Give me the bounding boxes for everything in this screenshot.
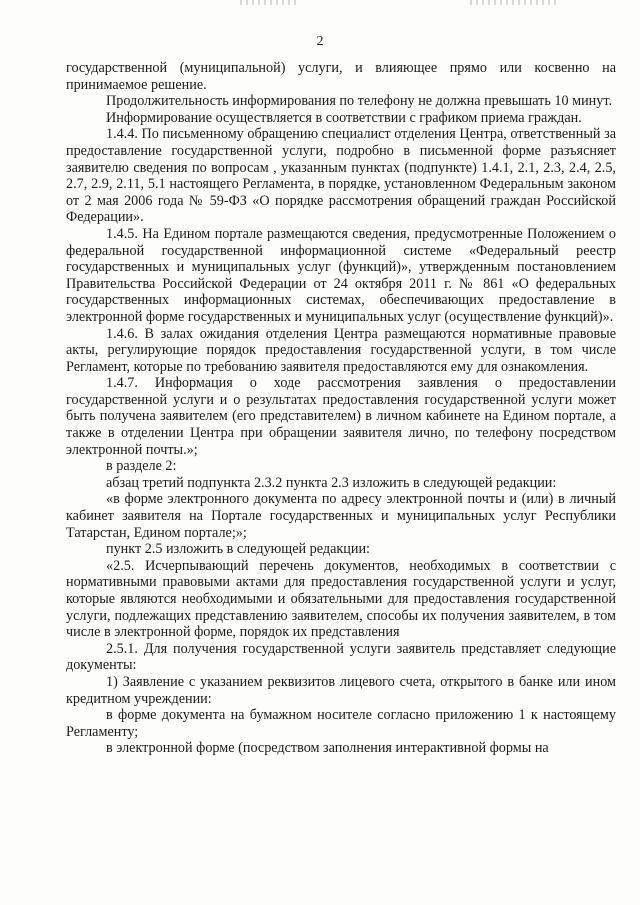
paragraph: 1.4.6. В залах ожидания отделения Центра размещаются нормативные правовые акты, регулирующие порядок предоставления государственной услуги, в том числе Регламент, которые по требованию заявителя предоставляются ему для ознакомления. (66, 325, 616, 375)
paragraph: государственной (муниципальной) услуги, и влияющее прямо или косвенно на принимаемое решение. (66, 60, 616, 93)
page-number: 2 (316, 34, 324, 49)
paragraph: 1.4.7. Информация о ходе рассмотрения заявления о предоставлении государственной услуги и о результатах предоставления государственной услуги может быть получена заявителем (его представителем) в личном кабинете на Едином портале, а также в отделении Центра при обращении заявителя лично, по телефону посредством электронной почты.»; (66, 375, 616, 458)
paragraph: в разделе 2: (106, 458, 177, 475)
paragraph: «2.5. Исчерпывающий перечень документов, необходимых в соответствии с нормативными правовыми актами для предоставления государственной услуги и услуг, которые являются необходимыми и обязательными для предоставления государственной услуги, подлежащих представлению заявителем, способы их получения заявителем, в том числе в электронной форме, порядок их представления (66, 557, 616, 641)
paragraph: 1.4.5. На Едином портале размещаются сведения, предусмотренные Положением о федеральной государственной информационной системе «Федеральный реестр государственных и муниципальных услуг (функций)», утвержденным постановлением Правительства Российской Федерации от 24 октября 2011 г. № 861 «О федеральных государственных информационных системах, обеспечивающих предоставление в электронной форме государственных и муниципальных услуг (осуществление функций)». (66, 225, 616, 325)
paragraph: Информирование осуществляется в соответствии с графиком приема граждан. (106, 109, 582, 126)
paragraph: Продолжительность информирования по телефону не должна превышать 10 минут. (106, 93, 613, 110)
paragraph: 1.4.4. По письменному обращению специалист отделения Центра, ответственный за предоставление государственной услуги, подробно в письменной форме разъясняет заявителю сведения по вопросам , указанным пунктах (подпункте) 1.4.1, 2.1, 2.3, 2.4, 2.5, 2.7, 2.9, 2.11, 5.1 настоящего Регламента, в порядке, установленном Федеральным законом от 2 мая 2006 года № 59-ФЗ «О порядке рассмотрения обращений граждан Российской Федерации». (66, 126, 616, 226)
paragraph: «в форме электронного документа по адресу электронной почты и (или) в личный кабинет заявителя на Портале государственных и муниципальных услуг Республики Татарстан, Едином портале;»; (66, 491, 616, 541)
document-body (66, 60, 616, 757)
scan-artifact (470, 0, 560, 5)
paragraph: в форме документа на бумажном носителе согласно приложению 1 к настоящему Регламенту; (66, 707, 616, 740)
paragraph: 2.5.1. Для получения государственной услуги заявитель представляет следующие документы: (66, 640, 616, 674)
paragraph: абзац третий подпункта 2.3.2 пункта 2.3 изложить в следующей редакции: (106, 474, 557, 491)
paragraph: 1) Заявление с указанием реквизитов лицевого счета, открытого в банке или ином кредитном учреждении: (66, 673, 616, 707)
paragraph: в электронной форме (посредством заполнения интерактивной формы на (106, 740, 549, 757)
paragraph: пункт 2.5 изложить в следующей редакции: (106, 541, 370, 558)
scan-artifact (240, 0, 300, 5)
